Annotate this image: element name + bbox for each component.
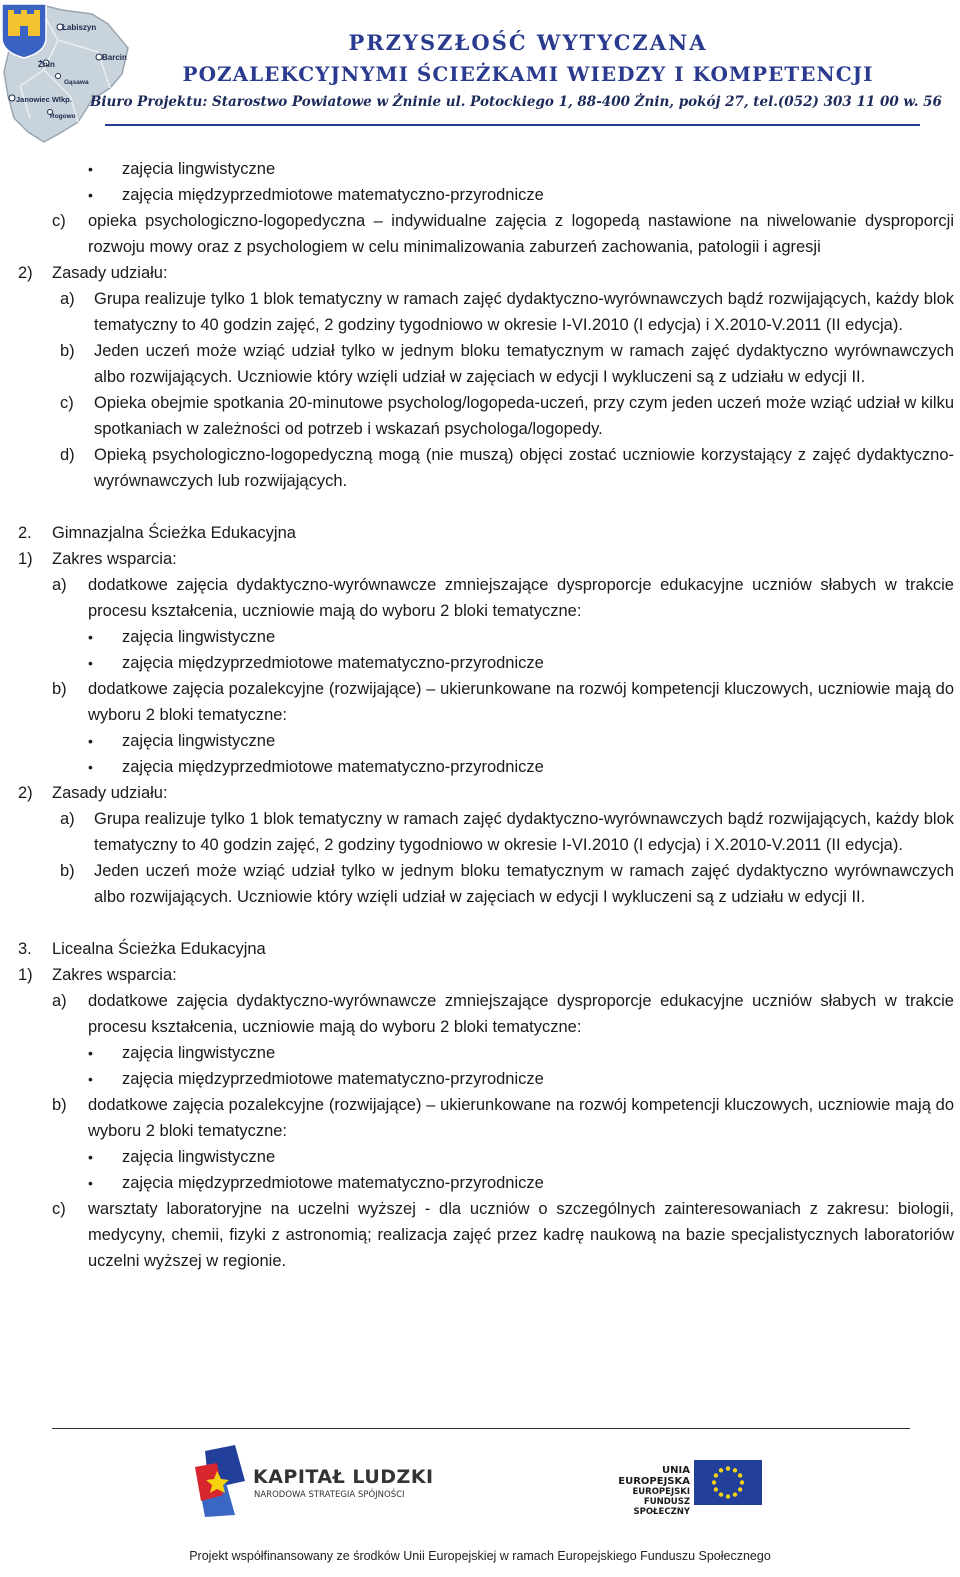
list-marker: a): [52, 576, 67, 594]
section-heading: [0, 936, 960, 962]
kapital-ludzki-subtitle: NARODOWA STRATEGIA SPÓJNOŚCI: [254, 1490, 405, 1500]
list-item: [0, 676, 960, 728]
list-item: [0, 858, 960, 910]
list-marker: c): [60, 394, 74, 412]
list-text: Zakres wsparcia:: [52, 966, 177, 984]
list-marker: •: [88, 161, 93, 177]
cofinancing-credit: Projekt współfinansowany ze środków Unii Europejskiej w ramach Europejskiego Funduszu Społecznego: [189, 1549, 771, 1563]
list-item: [0, 806, 960, 858]
eu-star: [726, 1466, 730, 1470]
list-marker: •: [88, 1175, 93, 1191]
list-text: dodatkowe zajęcia dydaktyczno-wyrównawcze zmniejszające dysproporcje edukacyjne uczniów słabych w trakcie procesu kształcenia, uczniowie mają do wyboru 2 bloki tematyczne:: [88, 992, 954, 1036]
list-text: Zakres wsparcia:: [52, 550, 177, 568]
list-marker: b): [52, 680, 67, 698]
bullet-item: [0, 1144, 960, 1170]
eu-line-1: UNIA EUROPEJSKA: [618, 1465, 690, 1487]
list-text: zajęcia międzyprzedmiotowe matematyczno-przyrodnicze: [122, 1174, 544, 1192]
list-text: Jeden uczeń może wziąć udział tylko w jednym bloku tematycznym w ramach zajęć dydaktyczno wyrównawczych albo rozwijających. Uczniowie który wzięli udział w zajęciach w edycji I wykluczeni są z udziału w edycji II.: [94, 342, 954, 386]
kapital-ludzki-title: KAPITAŁ LUDZKI: [253, 1466, 434, 1488]
list-marker: •: [88, 1149, 93, 1165]
bullet-item: [0, 754, 960, 780]
list-marker: •: [88, 1045, 93, 1061]
list-text: zajęcia lingwistyczne: [122, 628, 276, 646]
document-body: [0, 156, 960, 1274]
list-text: Opieka obejmie spotkania 20-minutowe psycholog/logopeda-uczeń, przy czym jeden uczeń może wziąć udział w kilku spotkaniach w zależności od potrzeb i wskazań psychologa/logopedy.: [94, 394, 954, 438]
eu-star: [719, 1468, 723, 1472]
list-item: [0, 1196, 960, 1274]
list-marker: b): [60, 862, 75, 880]
map-label-znin: Żnin: [38, 60, 55, 69]
eu-flag-icon: [694, 1460, 762, 1505]
bullet-item: [0, 1040, 960, 1066]
list-text: Gimnazjalna Ścieżka Edukacyjna: [52, 524, 296, 542]
list-text: zajęcia międzyprzedmiotowe matematyczno-przyrodnicze: [122, 654, 544, 672]
eu-star: [712, 1480, 716, 1484]
eu-text-block: [590, 1465, 690, 1517]
list-marker: •: [88, 629, 93, 645]
bullet-item: [0, 728, 960, 754]
list-marker: c): [52, 1200, 66, 1218]
eu-star: [738, 1473, 742, 1477]
list-text: Grupa realizuje tylko 1 blok tematyczny w ramach zajęć dydaktyczno-wyrównawczych bądź rozwijających, każdy blok tematyczny to 40 godzin zajęć, 2 godziny tygodniowo w okresie I-VI.2010 (I edycja) i X.2010-V.2011 (II edycja).: [94, 290, 954, 334]
map-label-barcin: Barcin: [102, 53, 127, 62]
list-marker: d): [60, 446, 75, 464]
section-heading: [0, 546, 960, 572]
eu-star: [714, 1487, 718, 1491]
coat-of-arms-icon: [2, 4, 46, 58]
section-spacer: [0, 910, 960, 936]
list-item: [0, 988, 960, 1040]
list-marker: a): [60, 810, 75, 828]
list-item: [0, 390, 960, 442]
footer-divider: [52, 1428, 910, 1429]
map-label-gasawa: Gąsawa: [64, 79, 89, 86]
map-label-janowiec: Janowiec Wlkp.: [16, 95, 72, 104]
eu-star: [740, 1480, 744, 1484]
kapital-ludzki-logo-icon: [195, 1445, 245, 1517]
list-item: [0, 442, 960, 494]
list-marker: •: [88, 733, 93, 749]
list-text: Jeden uczeń może wziąć udział tylko w jednym bloku tematycznym w ramach zajęć dydaktyczno wyrównawczych albo rozwijających. Uczniowie który wzięli udział w zajęciach w edycji I wykluczeni są z udziału w edycji II.: [94, 862, 954, 906]
list-text: Grupa realizuje tylko 1 blok tematyczny w ramach zajęć dydaktyczno-wyrównawczych bądź rozwijających, każdy blok tematyczny to 40 godzin zajęć, 2 godziny tygodniowo w okresie I-VI.2010 (I edycja) i X.2010-V.2011 (II edycja).: [94, 810, 954, 854]
list-marker: •: [88, 1071, 93, 1087]
list-text: zajęcia międzyprzedmiotowe matematyczno-przyrodnicze: [122, 1070, 544, 1088]
list-text: opieka psychologiczno-logopedyczna – indywidualne zajęcia z logopedą nastawione na niwelowanie dysproporcji rozwoju mowy oraz z psychologiem w celu minimalizowania zaburzeń zachowania, patologii i agresji: [88, 212, 954, 256]
section-heading: [0, 260, 960, 286]
list-text: zajęcia lingwistyczne: [122, 160, 276, 178]
bullet-item: [0, 1170, 960, 1196]
list-marker: a): [60, 290, 75, 308]
eu-line-2: EUROPEJSKI: [632, 1487, 690, 1497]
list-marker: 1): [18, 966, 33, 984]
list-marker: 2.: [18, 524, 32, 542]
map-label-rogowo: Rogowo: [50, 113, 76, 120]
section-heading: [0, 520, 960, 546]
list-marker: a): [52, 992, 67, 1010]
list-item: [0, 286, 960, 338]
list-marker: b): [52, 1096, 67, 1114]
list-text: Opieką psychologiczno-logopedyczną mogą (nie muszą) objęci zostać uczniowie korzystający z zajęć dydaktyczno-wyrównawczych lub rozwijających.: [94, 446, 954, 490]
list-marker: •: [88, 187, 93, 203]
list-text: warsztaty laboratoryjne na uczelni wyższej - dla uczniów o szczególnych zainteresowaniach z zakresu: biologii, medycyny, chemii, fizyki z astronomią; realizacja zajęć przez kadrę naukową na bazie specjalistycznych laboratoriów uczelni wyższej w regionie.: [88, 1200, 954, 1270]
list-marker: 1): [18, 550, 33, 568]
header-divider: [105, 124, 920, 126]
list-text: Licealna Ścieżka Edukacyjna: [52, 940, 266, 958]
list-text: Zasady udziału:: [52, 264, 168, 282]
bullet-item: [0, 1066, 960, 1092]
list-marker: •: [88, 655, 93, 671]
list-text: zajęcia lingwistyczne: [122, 1148, 276, 1166]
list-text: dodatkowe zajęcia pozalekcyjne (rozwijające) – ukierunkowane na rozwój kompetencji kluczowych, uczniowie mają do wyboru 2 bloki tematyczne:: [88, 1096, 954, 1140]
bullet-item: [0, 624, 960, 650]
list-item: [0, 1092, 960, 1144]
list-marker: b): [60, 342, 75, 360]
list-text: dodatkowe zajęcia dydaktyczno-wyrównawcze zmniejszające dysproporcje edukacyjne uczniów słabych w trakcie procesu kształcenia, uczniowie mają do wyboru 2 bloki tematyczne:: [88, 576, 954, 620]
eu-star: [733, 1492, 737, 1496]
project-title-line2: POZALEKCYJNYMI ŚCIEŻKAMI WIEDZY I KOMPETENCJI: [182, 62, 874, 86]
page-header: [0, 0, 960, 150]
map-label-labiszyn: Łabiszyn: [62, 23, 97, 32]
eu-line-3: FUNDUSZ SPOŁECZNY: [633, 1497, 690, 1517]
list-marker: 2): [18, 784, 33, 802]
list-text: zajęcia lingwistyczne: [122, 1044, 276, 1062]
eu-star: [733, 1468, 737, 1472]
list-marker: 2): [18, 264, 33, 282]
list-item: [0, 208, 960, 260]
list-text: zajęcia lingwistyczne: [122, 732, 276, 750]
eu-star: [714, 1473, 718, 1477]
list-item: [0, 572, 960, 624]
list-text: zajęcia międzyprzedmiotowe matematyczno-przyrodnicze: [122, 186, 544, 204]
project-office-address: Biuro Projektu: Starostwo Powiatowe w Żninie ul. Potockiego 1, 88-400 Żnin, pokój 27, tel.(052) 303 11 00 w. 56: [90, 94, 942, 110]
section-heading: [0, 962, 960, 988]
list-marker: c): [52, 212, 66, 230]
eu-star: [719, 1492, 723, 1496]
section-spacer: [0, 494, 960, 520]
bullet-item: [0, 182, 960, 208]
bullet-item: [0, 650, 960, 676]
section-heading: [0, 780, 960, 806]
project-title-line1: PRZYSZŁOŚĆ WYTYCZANA: [348, 30, 708, 55]
bullet-item: [0, 156, 960, 182]
list-text: Zasady udziału:: [52, 784, 168, 802]
list-text: dodatkowe zajęcia pozalekcyjne (rozwijające) – ukierunkowane na rozwój kompetencji kluczowych, uczniowie mają do wyboru 2 bloki tematyczne:: [88, 680, 954, 724]
list-item: [0, 338, 960, 390]
list-marker: •: [88, 759, 93, 775]
eu-star: [738, 1487, 742, 1491]
eu-star: [726, 1494, 730, 1498]
list-text: zajęcia międzyprzedmiotowe matematyczno-przyrodnicze: [122, 758, 544, 776]
list-marker: 3.: [18, 940, 32, 958]
